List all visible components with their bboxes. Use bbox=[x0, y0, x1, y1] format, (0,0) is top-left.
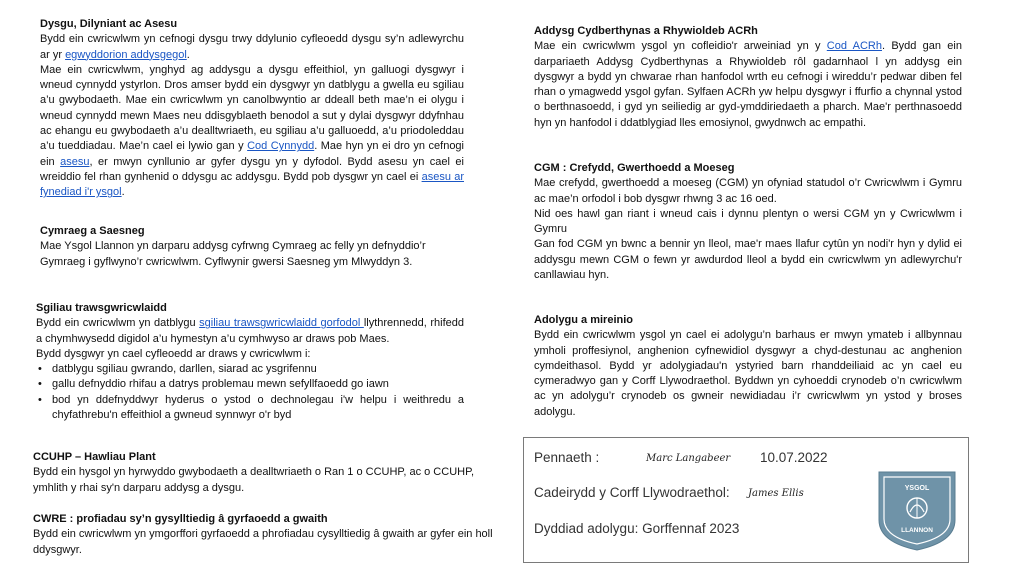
section-title: Dysgu, Dilyniant ac Asesu bbox=[40, 18, 178, 30]
section-acrh bbox=[534, 24, 962, 131]
paragraph: Bydd ein cwricwlwm ysgol yn cael ei adolygu’n barhaus er mwyn ymateb i allbynnau ymholi proffesiynol, anghenion cyfnewidiol dysgwyr a chyd-destunau ac anghenion cymdeithasol. Bydd yr adolygiadau'n ystyried barn rhanddeiliaid ac yn cael eu cymeradwyo gan y Corff Llywodraethol. Byddwn yn cyhoeddi crynodeb o’n cwricwlwm ac yn adolygu’r crynodeb os gwneir newidiadau i’r cwricwlwm yn ystod y broses adolygu. bbox=[534, 329, 962, 418]
paragraph: Gan fod CGM yn bwnc a bennir yn lleol, mae'r maes llafur cytûn yn nodi'r hyn y dylid ei addysgu mewn CGM o fewn yr awdurdod lleol a bydd ein cwricwlwm yn adlewyrchu'r canllawiau hyn. bbox=[534, 238, 962, 282]
section-title: CCUHP – Hawliau Plant bbox=[33, 451, 156, 463]
section-title: Cymraeg a Saesneg bbox=[40, 225, 145, 237]
link-asesu[interactable]: asesu bbox=[60, 155, 90, 168]
link-cod-acrh[interactable]: Cod ACRh bbox=[826, 40, 882, 53]
chair-signature: James Ellis bbox=[748, 488, 804, 499]
section-cgm bbox=[534, 161, 962, 283]
section-title: CGM : Crefydd, Gwerthoedd a Moeseg bbox=[534, 162, 735, 174]
link-sgiliau-trawsgwricwlaidd[interactable]: sgiliau trawsgwricwlaidd gorfodol bbox=[199, 317, 364, 330]
paragraph: Mae crefydd, gwerthoedd a moeseg (CGM) yn ofyniad statudol o’r Cwricwlwm i Gymru ac mae’n orfodol i bob dysgwr rhwng 3 ac 16 oed. bbox=[534, 177, 962, 205]
paragraph bbox=[40, 32, 464, 63]
section-sgiliau bbox=[36, 301, 464, 423]
paragraph: Mae Ysgol Llannon yn darparu addysg cyfrwng Cymraeg ac felly yn defnyddio’r Gymraeg i gyflwyno’r cwricwlwm. Cyflwynir gwersi Saesneg ym Mlwyddyn 3. bbox=[40, 240, 426, 268]
paragraph: Bydd ein hysgol yn hyrwyddo gwybodaeth a dealltwriaeth o Ran 1 o CCUHP, ac o CCUHP, ymhlith y rhai sy'n darparu addysg a dysgu. bbox=[33, 466, 475, 494]
section-cwre bbox=[33, 512, 493, 558]
chair-label: Cadeirydd y Corff Llywodraethol: bbox=[534, 485, 730, 500]
section-ccuhp bbox=[33, 450, 493, 496]
review-date: Dyddiad adolygu: Gorffennaf 2023 bbox=[534, 521, 740, 536]
text: Bydd ein cwricwlwm yn cefnogi dysgu trwy ddylunio cyfleoedd dysgu sy’n adlewyrchu ar yr bbox=[40, 33, 464, 61]
link-cod-cynnydd[interactable]: Cod Cynnydd bbox=[247, 140, 315, 153]
paragraph: Nid oes hawl gan riant i wneud cais i dynnu plentyn o wersi CGM yn y Cwricwlwm i Gymru bbox=[534, 207, 962, 236]
crest-top-text: YSGOL bbox=[904, 485, 930, 492]
text: Mae ein cwricwlwm, ynghyd ag addysgu a dysgu effeithiol, yn galluogi dysgwyr i wneud cynnydd ystyrlon. Dros amser bydd ein dysgwyr yn datblygu a gwella eu sgiliau a’u gwybodaeth. Mae ein cwricwlwm yn canolbwyntio ar ddeall beth mae’n ei olygu i wneud cynnydd mewn Maes neu ddisgyblaeth benodol a sut y dylai dysgwyr ddyfnhau ac ehangu eu gwybodaeth a’u dealltwriaeth, eu sgiliau a’u galluoedd, a’u priodoleddau a’u tueddiadau. Mae’n cael ei lywio gan y bbox=[40, 63, 464, 153]
paragraph bbox=[36, 316, 464, 347]
section-cymraeg bbox=[40, 224, 464, 270]
paragraph bbox=[534, 39, 962, 131]
section-title: Addysg Cydberthynas a Rhywioldeb ACRh bbox=[534, 25, 758, 37]
signoff-date: 10.07.2022 bbox=[760, 450, 828, 465]
paragraph: Bydd ein cwricwlwm yn ymgorffori gyrfaoedd a phrofiadau cysylltiedig â gwaith ar gyfer ein holl ddysgwyr. bbox=[33, 528, 493, 556]
section-title: Sgiliau trawsgwricwlaidd bbox=[36, 302, 167, 314]
section-title: Adolygu a mireinio bbox=[534, 314, 634, 326]
text: . Mae hyn yn ei dro yn cefnogi ein bbox=[40, 140, 464, 168]
list-item: • bod yn ddefnyddwyr hyderus o ystod o dechnolegau i'w helpu i weithredu a chyfathrebu'n effeithiol a gwneud synnwyr o'r byd bbox=[36, 393, 464, 424]
list-item: • gallu defnyddio rhifau a datrys problemau mewn sefyllfaoedd go iawn bbox=[36, 377, 464, 392]
text: . bbox=[121, 186, 125, 199]
text: . bbox=[186, 48, 190, 61]
section-adolygu bbox=[534, 313, 962, 420]
bullet-list bbox=[36, 362, 464, 423]
list-item: • datblygu sgiliau gwrando, darllen, siarad ac ysgrifennu bbox=[36, 362, 464, 377]
section-title: CWRE : profiadau sy’n gysylltiedig â gyrfaoedd a gwaith bbox=[33, 513, 328, 525]
link-asesu-mynediad[interactable]: asesu ar fynediad i'r ysgol bbox=[40, 170, 464, 199]
head-label: Pennaeth : bbox=[534, 450, 600, 465]
paragraph: Bydd dysgwyr yn cael cyfleoedd ar draws y cwricwlwm i: bbox=[36, 347, 311, 360]
text: llythrennedd, rhifedd a chymhwysedd digidol a’u hymestyn a’u cymhwyso ar draws pob Maes. bbox=[36, 317, 464, 345]
school-crest-logo bbox=[876, 468, 958, 552]
head-signature: Marc Langabeer bbox=[646, 453, 731, 464]
text: Bydd ein cwricwlwm yn datblygu bbox=[36, 317, 200, 330]
section-dysgu bbox=[40, 17, 464, 201]
link-egwyddorion[interactable]: egwyddorion addysgegol bbox=[65, 48, 187, 61]
text: . Bydd gan ein darpariaeth Addysg Cydberthynas a Rhywioldeb rôl gadarnhaol l yn addysg ein dysgwyr a bydd yn chwarae rhan hanfodol wrth eu cefnogi i wireddu’r pedwar diben fel rhan o ymagwedd ysgol gyfan. Sylfaen ACRh yw helpu dysgwyr i ffurfio a chynnal ystod o berthnasoedd, i gyd yn seiliedig ar gyd-ymddiriedaeth a pharch. Mae'r perthnasoedd hyn yn hanfodol i ddatblygiad lles emosiynol, gwydnwch ac empathi. bbox=[534, 40, 962, 129]
crest-bottom-text: LLANNON bbox=[901, 527, 933, 534]
text: , er mwyn cynllunio ar gyfer dysgu yn y dyfodol. Bydd asesu yn cael ei wreiddio fel rhan gynhenid o ddysgu ac addysgu. Bydd pob dysgwr yn cael ei bbox=[40, 155, 464, 183]
text: Mae ein cwricwlwm ysgol yn cofleidio'r arweiniad yn y bbox=[534, 40, 827, 53]
paragraph bbox=[40, 63, 464, 201]
